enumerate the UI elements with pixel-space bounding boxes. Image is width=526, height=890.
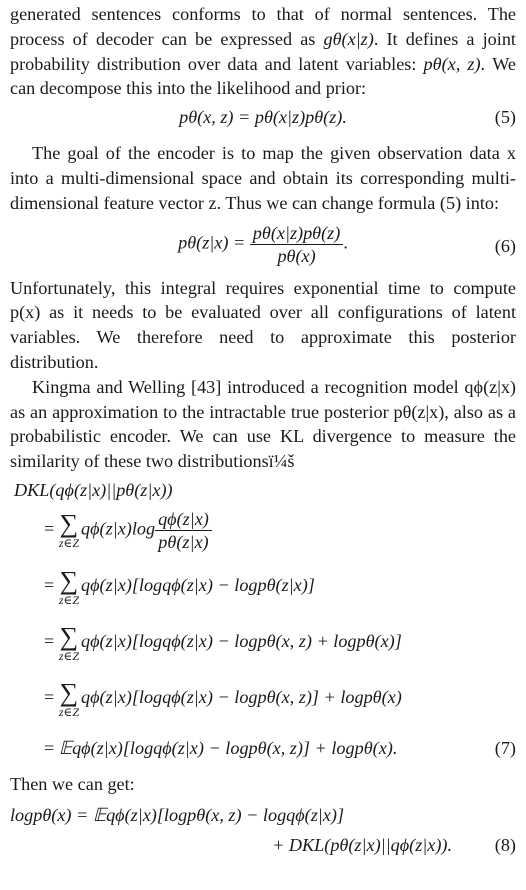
paragraph-text: The goal of the encoder is to map the given observation data x into a multi-dimensional space and obtain its corresponding multi-dimensional feature vector z. Thus we can change formula (5) into: — [10, 143, 516, 213]
paragraph-kingma — [10, 375, 516, 474]
equation-number: (5) — [494, 107, 516, 128]
equation-number: (7) — [494, 737, 516, 758]
paragraph-then — [10, 772, 516, 797]
paragraph-text: Unfortunately, this integral requires exponential time to compute p(x) as it needs to be evaluated over all configurations of latent variables. We therefore need to approximate this posterior distribution. — [10, 277, 516, 372]
equation-number: (6) — [494, 235, 516, 256]
paragraph-text: . It defines a joint probability distribution over data and latent variables: — [10, 28, 516, 74]
equation-8-block — [10, 803, 516, 863]
inline-math: pθ(x, z) — [423, 53, 481, 74]
equation-line: qϕ(z|x)[logqϕ(z|x) − logpθ(x, z)] + logpθ(x) — [81, 687, 402, 708]
equation-7-block — [10, 478, 516, 766]
fraction: $\frac{q\phi(z|x)}{p\theta(z|x)}$ — [155, 508, 212, 553]
equals-sign: = — [44, 687, 55, 708]
equals-sign: = — [44, 575, 55, 596]
paragraph-text: generated sentences conforms to that of normal sentences. The process of decoder can be expressed as — [10, 4, 516, 49]
paragraph-text: Kingma and Welling [43] introduced a recognition model qϕ(z|x) as an approximation to the intractable true posterior pθ(z|x), also as a probabilistic encoder. We can use KL divergence to measure the similarity of these two distributionsï¼š — [10, 376, 516, 472]
paragraph-text: . We can decompose this into the likelihood and prior: — [10, 53, 516, 99]
equation-line: + DKL(pθ(z|x)||qϕ(z|x)). — [272, 834, 452, 855]
inline-math: gθ(x|z) — [323, 28, 374, 49]
equals-sign: = — [44, 737, 55, 758]
equation-line: qϕ(z|x)[logqϕ(z|x) − logpθ(x, z) + logpθ(x)] — [81, 631, 402, 652]
fraction-denominator: pθ(x) — [277, 245, 316, 266]
equation-number: (8) — [494, 834, 516, 855]
paragraph-decoder-intro — [10, 0, 516, 101]
equation-line: 𝔼qϕ(z|x)[logqϕ(z|x) − logpθ(x, z)] + logpθ(x). — [58, 737, 398, 758]
sum-symbol: ∑ z∈Z — [58, 509, 80, 551]
paragraph-text: Then we can get: — [10, 773, 135, 794]
equals-sign: = — [44, 518, 55, 539]
equation-lhs: pθ(z|x) = — [178, 232, 246, 253]
equation-6 — [10, 220, 516, 276]
equation-5 — [10, 105, 516, 141]
equation-line: logpθ(x) = 𝔼qϕ(z|x)[logpθ(x, z) − logqϕ(z|x)] — [10, 804, 345, 825]
fraction-numerator: pθ(x|z)pθ(z) — [252, 222, 341, 243]
equation-punct: . — [343, 232, 348, 253]
sum-symbol: ∑ z∈Z — [58, 621, 80, 663]
sum-symbol: ∑ z∈Z — [58, 565, 80, 607]
paragraph-encoder-goal — [10, 141, 516, 215]
fraction — [250, 222, 344, 267]
equals-sign: = — [44, 631, 55, 652]
equation-line: qϕ(z|x)log — [81, 518, 156, 539]
sum-symbol: ∑ z∈Z — [58, 677, 80, 719]
paragraph-intractable — [10, 276, 516, 375]
equation-body: pθ(x, z) = pθ(x|z)pθ(z). — [179, 107, 347, 128]
equation-line: DKL(qϕ(z|x)||pθ(z|x)) — [14, 479, 173, 500]
equation-line: qϕ(z|x)[logqϕ(z|x) − logpθ(z|x)] — [81, 575, 315, 596]
